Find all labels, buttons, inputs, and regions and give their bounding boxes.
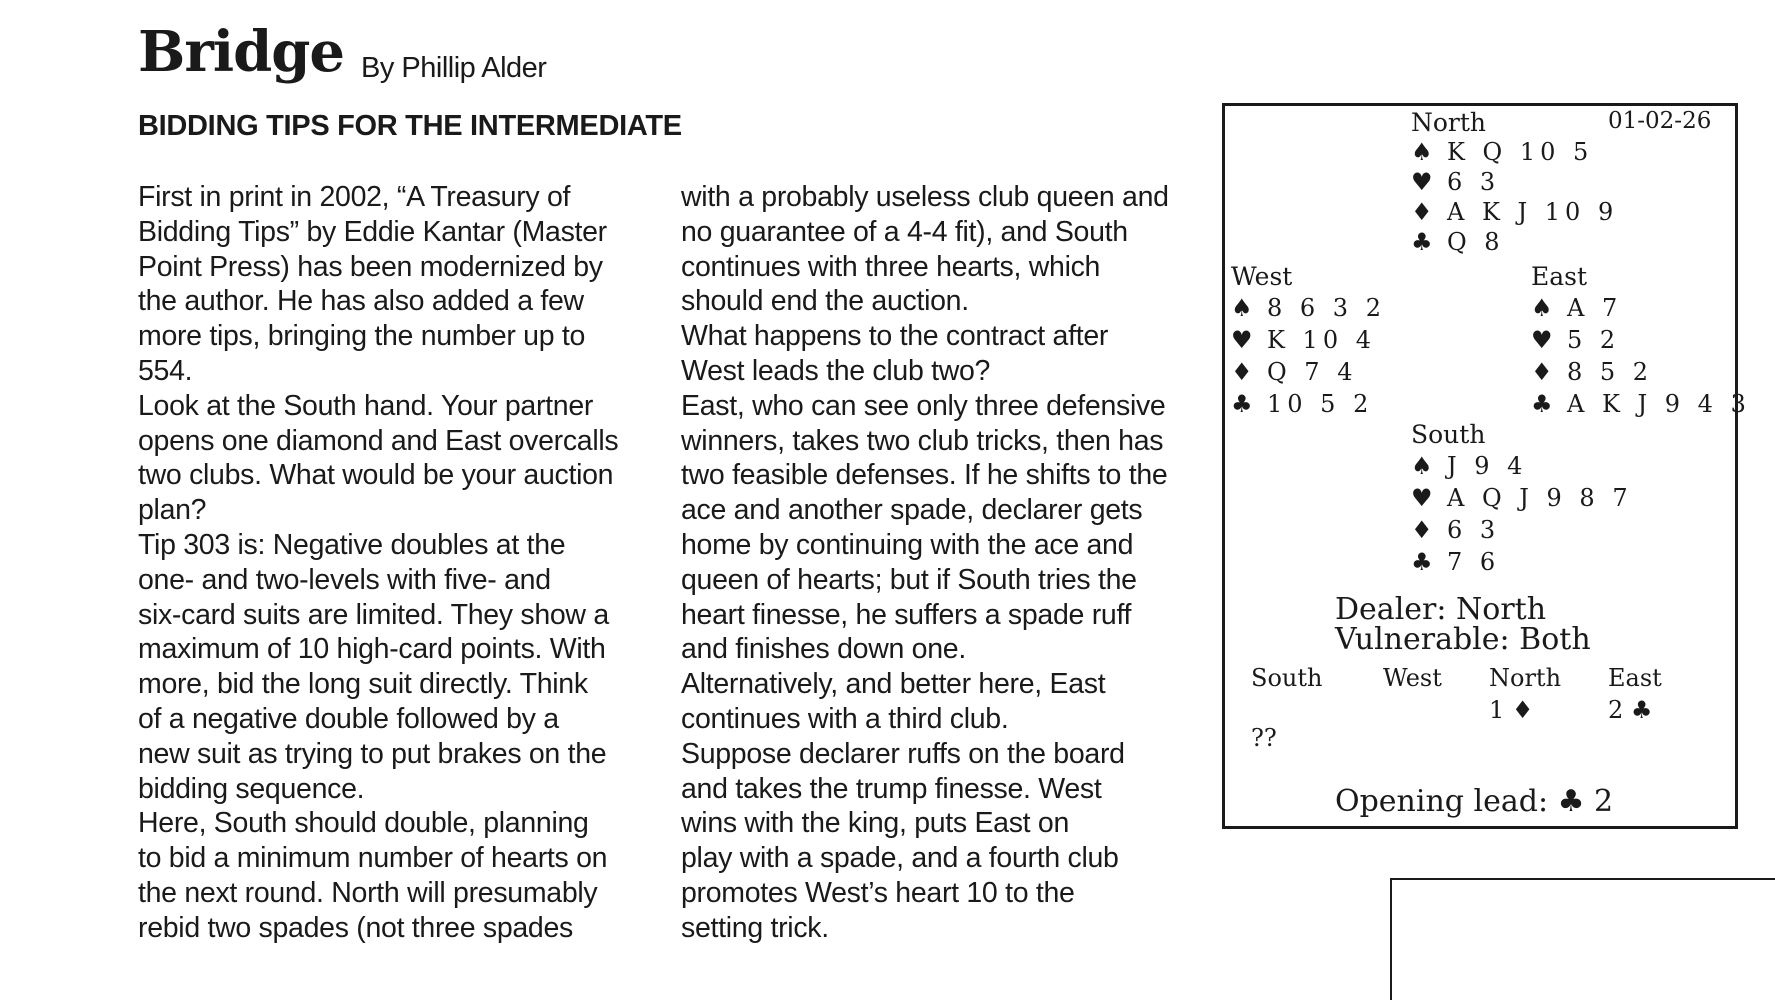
article-line: continues with a third club.	[681, 702, 1009, 735]
south-hearts: ♥ A Q J 9 8 7	[1411, 484, 1633, 512]
north-bid: 1 ♦	[1489, 696, 1534, 724]
diamond-icon: ♦	[1411, 198, 1433, 226]
article-line: West leads the club two?	[681, 354, 991, 387]
article-line: of a negative double followed by a	[138, 702, 559, 735]
article-line: Here, South should double, planning	[138, 807, 589, 840]
article-line: Look at the South hand. Your partner	[138, 389, 594, 422]
east-diamonds: ♦ 8 5 2	[1531, 358, 1654, 386]
west-diamonds: ♦ Q 7 4	[1231, 358, 1358, 386]
west-hearts: ♥ K 10 4	[1231, 326, 1376, 354]
article-line: winners, takes two club tricks, then has	[681, 424, 1164, 457]
vulnerable-text: Vulnerable: Both	[1335, 622, 1591, 657]
south-bid: ??	[1251, 724, 1277, 752]
east-label: East	[1531, 262, 1588, 291]
club-icon: ♣	[1411, 228, 1433, 256]
article-line: What happens to the contract after	[681, 320, 1109, 353]
east-bid: 2 ♣	[1608, 696, 1653, 724]
article-line: no guarantee of a 4-4 fit), and South	[681, 215, 1128, 248]
south-clubs: ♣ 7 6	[1411, 548, 1501, 576]
article-line: home by continuing with the ace and	[681, 528, 1134, 561]
spade-icon: ♠	[1231, 294, 1253, 322]
club-icon: ♣	[1531, 390, 1553, 418]
article-line: ace and another spade, declarer gets	[681, 494, 1143, 527]
article-line: East, who can see only three defensive	[681, 389, 1166, 422]
east-clubs: ♣ A K J 9 4 3	[1531, 390, 1751, 418]
article-line: Bidding Tips” by Eddie Kantar (Master	[138, 215, 607, 248]
spade-icon: ♠	[1531, 294, 1553, 322]
article-line: heart finesse, he suffers a spade ruff	[681, 598, 1132, 631]
article-line: rebid two spades (not three spades	[138, 911, 573, 944]
dealer-text: Dealer: North	[1335, 592, 1547, 627]
article-line: one- and two-levels with five- and	[138, 563, 551, 596]
article-line: setting trick.	[681, 911, 829, 944]
page-title: Bridge	[138, 19, 345, 85]
north-clubs: ♣ Q 8	[1411, 228, 1505, 256]
article-line: should end the auction.	[681, 285, 969, 318]
article-line: two clubs. What would be your auction	[138, 459, 614, 492]
bridge-diagram	[1222, 103, 1751, 829]
article-line: queen of hearts; but if South tries the	[681, 563, 1137, 596]
west-spades: ♠ 8 6 3 2	[1231, 294, 1386, 322]
diagram-date: 01-02-26	[1608, 108, 1712, 134]
north-diamonds: ♦ A K J 10 9	[1411, 198, 1619, 226]
west-clubs: ♣ 10 5 2	[1231, 390, 1374, 418]
article-line: continues with three hearts, which	[681, 250, 1101, 283]
opening-lead: Opening lead: ♣ 2	[1335, 784, 1614, 819]
article-line: to bid a minimum number of hearts on	[138, 842, 608, 875]
spade-icon: ♠	[1411, 138, 1433, 166]
spade-icon: ♠	[1411, 452, 1433, 480]
heart-icon: ♥	[1231, 326, 1253, 354]
diamond-icon: ♦	[1531, 358, 1553, 386]
article-line: Suppose declarer ruffs on the board	[681, 737, 1125, 770]
article-line: First in print in 2002, “A Treasury of	[138, 181, 571, 213]
article-line: two feasible defenses. If he shifts to the	[681, 459, 1168, 492]
article-line: and finishes down one.	[681, 633, 966, 666]
west-label: West	[1231, 262, 1293, 291]
article-line: six-card suits are limited. They show a	[138, 598, 609, 631]
heart-icon: ♥	[1411, 484, 1433, 512]
club-icon: ♣	[1231, 390, 1253, 418]
article-line: and takes the trump finesse. West	[681, 772, 1102, 805]
auction-header-east: East	[1608, 664, 1662, 692]
byline: By Phillip Alder	[361, 52, 547, 84]
diamond-icon: ♦	[1411, 516, 1433, 544]
north-spades: ♠ K Q 10 5	[1411, 138, 1594, 166]
south-spades: ♠ J 9 4	[1411, 452, 1528, 480]
adjacent-box-border	[1390, 878, 1775, 1000]
auction-header-west: West	[1383, 664, 1442, 692]
article-line: more, bid the long suit directly. Think	[138, 668, 588, 701]
article-line: with a probably useless club queen and	[681, 181, 1169, 213]
article-line: Alternatively, and better here, East	[681, 668, 1106, 701]
article-line: new suit as trying to put brakes on the	[138, 737, 607, 770]
article-line: 554.	[138, 354, 193, 387]
article-line: the next round. North will presumably	[138, 876, 598, 909]
north-hearts: ♥ 6 3	[1411, 168, 1501, 196]
article-line: promotes West’s heart 10 to the	[681, 876, 1075, 909]
article-column-2	[681, 180, 1201, 946]
article-column-1	[138, 180, 658, 946]
south-diamonds: ♦ 6 3	[1411, 516, 1501, 544]
east-hearts: ♥ 5 2	[1531, 326, 1621, 354]
auction-header-north: North	[1489, 664, 1562, 692]
article-line: wins with the king, puts East on	[681, 807, 1070, 840]
article-line: bidding sequence.	[138, 772, 365, 805]
article-line: plan?	[138, 494, 207, 527]
auction-header-south: South	[1251, 664, 1323, 692]
heart-icon: ♥	[1411, 168, 1433, 196]
article-line: Tip 303 is: Negative doubles at the	[138, 528, 566, 561]
club-icon: ♣	[1411, 548, 1433, 576]
article-line: play with a spade, and a fourth club	[681, 842, 1119, 875]
article-line: opens one diamond and East overcalls	[138, 424, 619, 457]
article-line: more tips, bringing the number up to	[138, 320, 586, 353]
article-line: maximum of 10 high-card points. With	[138, 633, 606, 666]
south-label: South	[1411, 420, 1486, 449]
east-spades: ♠ A 7	[1531, 294, 1623, 322]
article-line: Point Press) has been modernized by	[138, 250, 603, 283]
article-subtitle: BIDDING TIPS FOR THE INTERMEDIATE	[138, 110, 682, 142]
diamond-icon: ♦	[1231, 358, 1253, 386]
north-label: North	[1411, 108, 1487, 137]
heart-icon: ♥	[1531, 326, 1553, 354]
article-line: the author. He has also added a few	[138, 285, 584, 318]
